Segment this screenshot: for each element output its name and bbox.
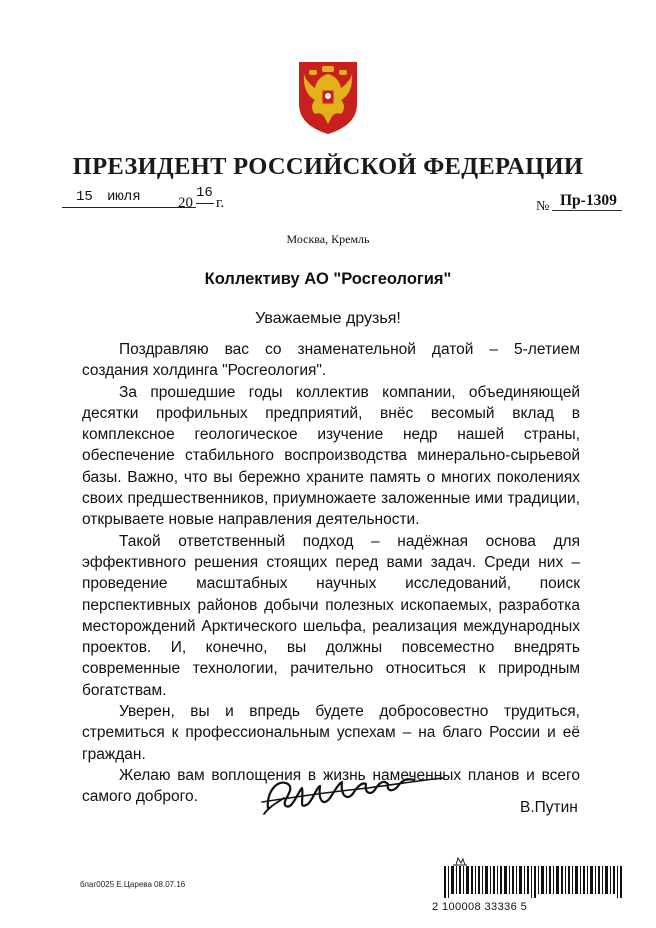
place-of-issue: Москва, Кремль <box>286 232 370 246</box>
date-year-prefix: 20 <box>178 195 193 211</box>
paragraph: Поздравляю вас со знаменательной датой – 5-летием создания холдинга "Росгеология". <box>82 341 580 380</box>
paragraph: За прошедшие годы коллектив компании, объединяющей десятки профильных предприятий, внёс весомый вклад в комплексное геологическое изучение недр нашей страны, обеспечение стабильного воспроизводства минерально-сырьевой базы. Важно, что вы бережно храните память о многих поколениях своих предшественников, приумножаете заложенные ими традиции, открываете новые направления деятельности. <box>82 383 580 529</box>
barcode-icon <box>444 866 624 898</box>
signer-name: В.Путин <box>520 799 578 816</box>
number-label: № <box>536 199 550 214</box>
registry-note: благ0025 Е.Царева 08.07.16 <box>80 880 186 889</box>
paragraph: Уверен, вы и впредь будете добросовестно трудиться, стремиться к профессиональным успехам – на благо России и её граждан. <box>82 703 580 763</box>
date-year: 16 <box>196 186 214 204</box>
date-year-unit: г. <box>216 195 225 211</box>
barcode-number: 2 100008 33336 5 <box>432 901 528 913</box>
date-day: 15 <box>62 190 196 208</box>
signature-icon <box>258 762 448 820</box>
coat-of-arms-icon <box>295 58 361 136</box>
greeting: Уважаемые друзья! <box>255 310 401 327</box>
paragraph: Такой ответственный подход – надёжная основа для эффективного решения стоящих перед вами задач. Среди них – проведение масштабных научных исследований, поиск перспективных районов добычи полезных ископаемых, разработка месторождений Арктического шельфа, реализация международных проектов. И, конечно, вы должны повсеместно внедрять современные технологии, рачительно относиться к природным богатствам. <box>82 532 580 699</box>
page-title: ПРЕЗИДЕНТ РОССИЙСКОЙ ФЕДЕРАЦИИ <box>72 153 584 180</box>
paragraph: Желаю вам воплощения в жизнь намеченных планов и всего самого доброго. <box>82 766 580 806</box>
document-number: Пр-1309 <box>560 192 617 209</box>
number-underline <box>552 210 622 211</box>
letter-body <box>82 339 580 808</box>
date-month: июля <box>107 189 141 205</box>
addressee: Коллективу АО "Росгеология" <box>204 270 452 288</box>
